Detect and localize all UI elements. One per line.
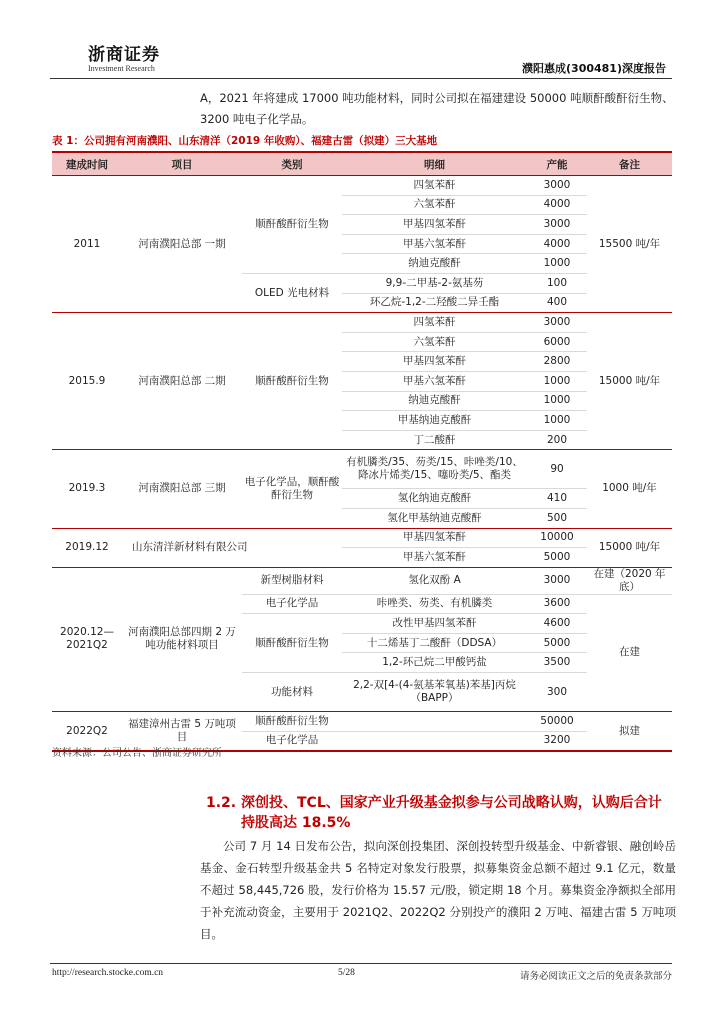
cell-detail: 甲基六氢苯酐: [342, 234, 527, 254]
cell-capacity: 410: [527, 489, 587, 509]
table-row: [52, 176, 672, 196]
cell-category: 功能材料: [242, 673, 342, 712]
cell-detail: 十二烯基丁二酸酐（DDSA）: [342, 633, 527, 653]
cell-detail: [342, 712, 527, 732]
cell-capacity: 3000: [527, 313, 587, 333]
cell-time: 2019.12: [52, 528, 122, 567]
footer-divider: [50, 963, 672, 964]
cell-project: 山东清洋新材料有限公司: [122, 528, 342, 567]
cell-project: 河南濮阳总部 一期: [122, 176, 242, 313]
cell-detail: 甲基四氢苯酐: [342, 528, 527, 548]
cell-time: 2011: [52, 176, 122, 313]
cell-capacity: 5000: [527, 633, 587, 653]
cell-capacity: 1000: [527, 254, 587, 274]
cell-detail: 甲基纳迪克酸酐: [342, 411, 527, 431]
cell-capacity: 10000: [527, 528, 587, 548]
cell-note: 15000 吨/年: [587, 313, 672, 450]
col-header: 明细: [342, 152, 527, 176]
header-divider: [50, 78, 672, 79]
cell-time: 2015.9: [52, 313, 122, 450]
footer-url[interactable]: http://research.stocke.com.cn: [52, 968, 164, 978]
cell-capacity: 3000: [527, 176, 587, 196]
col-header: 项目: [122, 152, 242, 176]
section-title-line2: 持股高达 18.5%: [241, 815, 351, 831]
cell-detail: 氢化纳迪克酸酐: [342, 489, 527, 509]
section-title: [206, 793, 676, 833]
cell-capacity: 100: [527, 273, 587, 293]
cell-detail: 甲基四氢苯酐: [342, 215, 527, 235]
cell-time: 2022Q2: [52, 712, 122, 752]
cell-capacity: 400: [527, 293, 587, 313]
cell-capacity: 1000: [527, 371, 587, 391]
cell-capacity: 3500: [527, 653, 587, 673]
logo-en: Investment Research: [88, 64, 155, 73]
cell-capacity: 3000: [527, 215, 587, 235]
cell-project: 河南濮阳总部 三期: [122, 450, 242, 528]
cell-capacity: 90: [527, 450, 587, 489]
cell-detail: 六氢苯酐: [342, 195, 527, 215]
cell-category: 新型树脂材料: [242, 567, 342, 594]
cell-note: 拟建: [587, 712, 672, 752]
cell-time: 2019.3: [52, 450, 122, 528]
col-header: 建成时间: [52, 152, 122, 176]
col-header: 备注: [587, 152, 672, 176]
page-number: 5/28: [338, 968, 355, 978]
cell-project: 河南濮阳总部 二期: [122, 313, 242, 450]
cell-detail: 四氢苯酐: [342, 176, 527, 196]
cell-capacity: 50000: [527, 712, 587, 732]
cell-capacity: 6000: [527, 332, 587, 352]
table-row: [52, 567, 672, 594]
capacity-table: [52, 151, 672, 752]
cell-category: 顺酐酸酐衍生物: [242, 712, 342, 732]
cell-detail: 环乙烷-1,2-二羟酸二异壬酯: [342, 293, 527, 313]
cell-detail: 氢化甲基纳迪克酸酐: [342, 508, 527, 528]
cell-note: 15000 吨/年: [587, 528, 672, 567]
cell-note: 在建: [587, 594, 672, 711]
table-header-row: [52, 152, 672, 176]
col-header: 类别: [242, 152, 342, 176]
cell-capacity: 1000: [527, 411, 587, 431]
cell-capacity: 3000: [527, 567, 587, 594]
cell-detail: 甲基六氢苯酐: [342, 548, 527, 568]
cell-category: 顺酐酸酐衍生物: [242, 313, 342, 450]
cell-detail: 纳迪克酸酐: [342, 254, 527, 274]
cell-detail: 1,2-环己烷二甲酸钙盐: [342, 653, 527, 673]
company-logo: [88, 40, 160, 73]
cell-detail: 9,9-二甲基-2-氨基芴: [342, 273, 527, 293]
cell-detail: 丁二酸酐: [342, 430, 527, 450]
cell-capacity: 2800: [527, 352, 587, 372]
cell-category: 电子化学品，顺酐酸酐衍生物: [242, 450, 342, 528]
cell-time: 2020.12—2021Q2: [52, 567, 122, 711]
cell-capacity: 1000: [527, 391, 587, 411]
cell-detail: 有机膦类/35、芴类/15、咔唑类/10、降冰片烯类/15、噻吩类/5、酯类: [342, 450, 527, 489]
cell-note: 15500 吨/年: [587, 176, 672, 313]
table-caption: 表 1：公司拥有河南濮阳、山东清洋（2019 年收购）、福建古雷（拟建）三大基地: [52, 135, 438, 147]
cell-project: 河南濮阳总部四期 2 万吨功能材料项目: [122, 567, 242, 711]
cell-category: 顺酐酸酐衍生物: [242, 614, 342, 673]
cell-detail: 甲基四氢苯酐: [342, 352, 527, 372]
cell-capacity: 4000: [527, 234, 587, 254]
section-paragraph: 公司 7 月 14 日发布公告，拟向深创投集团、深创投转型升级基金、中新睿银、融创岭岳基金、金石转型升级基金共 5 名特定对象发行股票，拟募集资金总额不超过 9.1 亿元，数量不超过 58,445,726 股，发行价格为 15.57 元/股，锁定期 18 个月。募集资金净额拟全部用于补充流动资金，主要用于 2021Q2、2022Q2 分别投产的濮阳 2 万吨、福建古雷 5 万吨项目。: [200, 839, 676, 941]
cell-project: 福建漳州古雷 5 万吨项目: [122, 712, 242, 752]
cell-category: 顺酐酸酐衍生物: [242, 176, 342, 274]
cell-capacity: 500: [527, 508, 587, 528]
cell-category: 电子化学品: [242, 731, 342, 751]
cell-detail: 纳迪克酸酐: [342, 391, 527, 411]
cell-capacity: 4600: [527, 614, 587, 634]
table-row: [52, 313, 672, 333]
logo-cn: 浙商证券: [88, 45, 160, 65]
cell-detail: [342, 731, 527, 751]
footer-disclaimer: 请务必阅读正文之后的免责条款部分: [519, 971, 672, 982]
cell-detail: 四氢苯酐: [342, 313, 527, 333]
cell-detail: 2,2-双[4-(4-氨基苯氧基)苯基]丙烷（BAPP）: [342, 673, 527, 712]
cell-capacity: 3600: [527, 594, 587, 614]
table-row: [52, 528, 672, 548]
table-row: [52, 712, 672, 732]
cell-capacity: 200: [527, 430, 587, 450]
intro-paragraph: A，2021 年将建成 17000 吨功能材料，同时公司拟在福建建设 50000 吨顺酐酸酐衍生物、3200 吨电子化学品。: [200, 91, 674, 126]
section-title-line1: 1.2. 深创投、TCL、国家产业升级基金拟参与公司战略认购，认购后合计: [206, 795, 662, 811]
table-source: 资料来源：公司公告、浙商证券研究所: [52, 748, 222, 759]
cell-capacity: 3200: [527, 731, 587, 751]
cell-category: 电子化学品: [242, 594, 342, 614]
cell-note: 1000 吨/年: [587, 450, 672, 528]
cell-capacity: 300: [527, 673, 587, 712]
cell-note: 在建（2020 年底）: [587, 567, 672, 594]
cell-capacity: 5000: [527, 548, 587, 568]
col-header: 产能: [527, 152, 587, 176]
cell-detail: 六氢苯酐: [342, 332, 527, 352]
cell-category: OLED 光电材料: [242, 273, 342, 312]
cell-detail: 咔唑类、芴类、有机膦类: [342, 594, 527, 614]
table-row: [52, 450, 672, 489]
cell-detail: 改性甲基四氢苯酐: [342, 614, 527, 634]
cell-detail: 甲基六氢苯酐: [342, 371, 527, 391]
report-title: 濮阳惠成(300481)深度报告: [522, 62, 666, 75]
cell-capacity: 4000: [527, 195, 587, 215]
cell-detail: 氢化双酚 A: [342, 567, 527, 594]
